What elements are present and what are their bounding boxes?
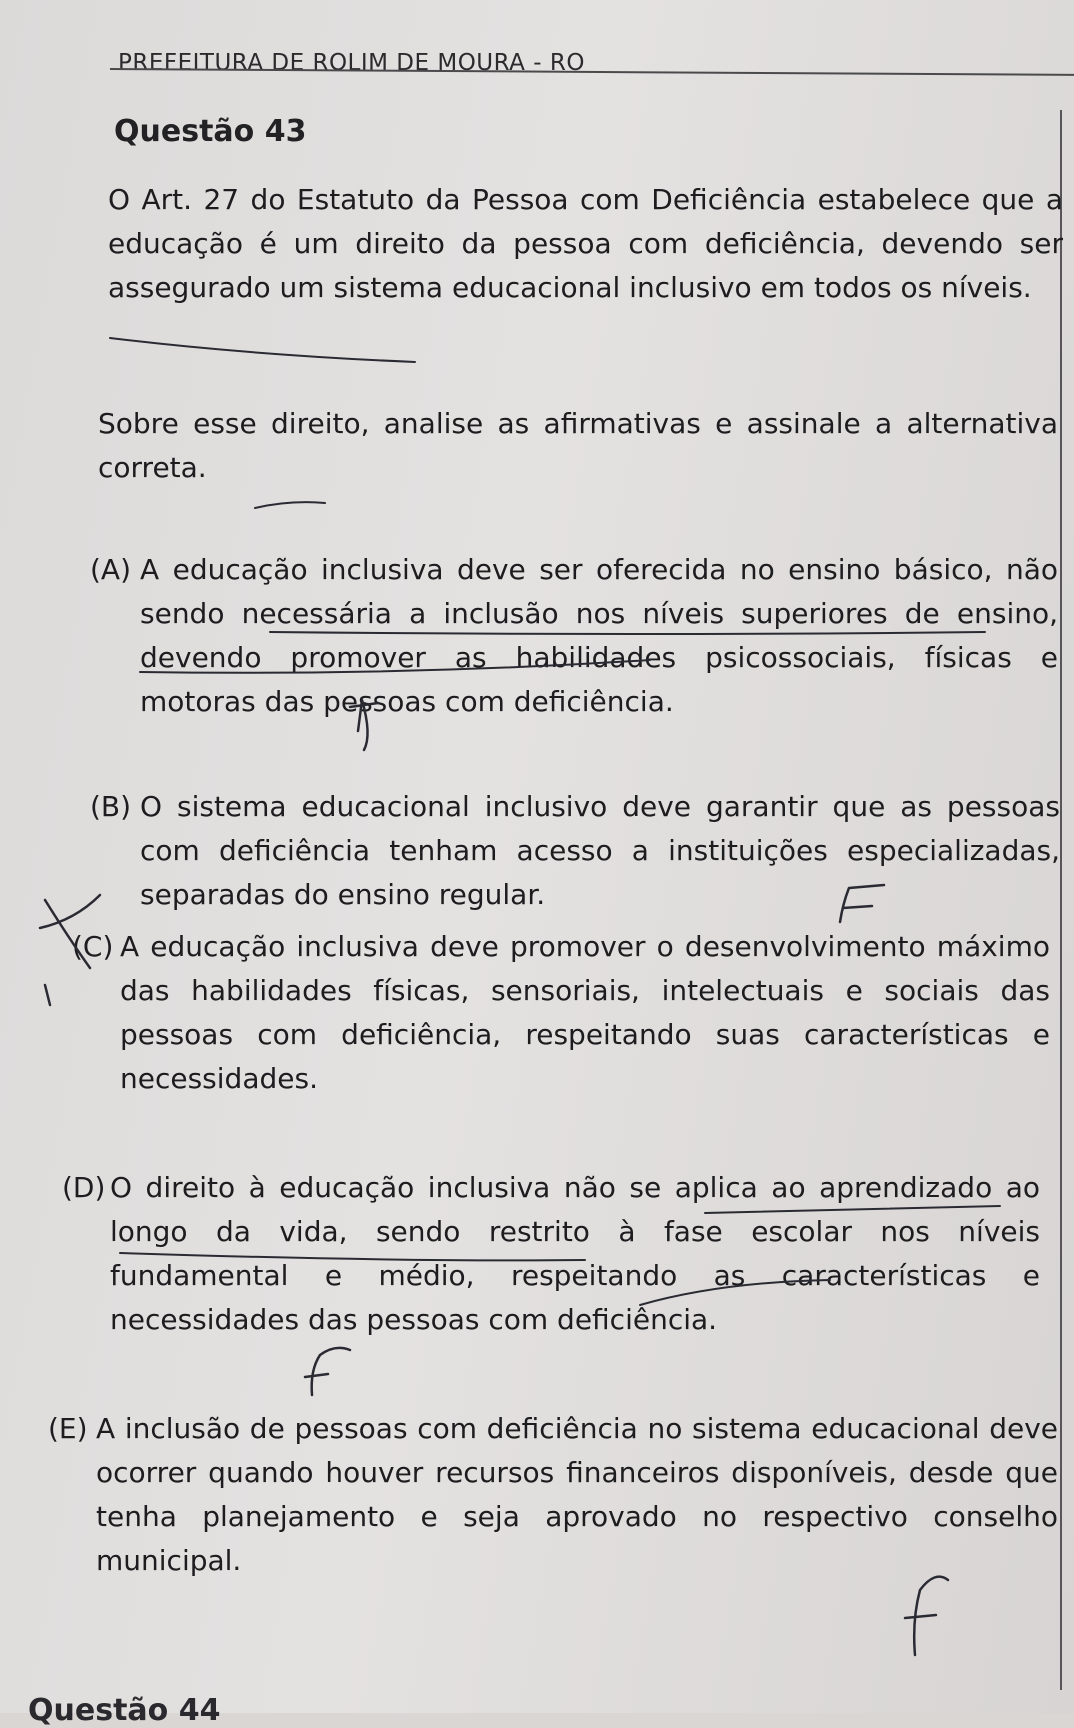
option-d bbox=[62, 1166, 1040, 1342]
next-question-title: Questão 44 bbox=[28, 1693, 221, 1728]
option-c-letter: (C) bbox=[72, 930, 114, 963]
option-a-text: A educação inclusiva deve ser oferecida no ensino básico, não sendo necessária a inclusão nos níveis superiores de ensino, devendo promover as habilidades psicossociais, físicas e motoras das pessoas com deficiência. bbox=[140, 553, 1058, 718]
option-e-text: A inclusão de pessoas com deficiência no sistema educacional deve ocorrer quando houver recursos financeiros disponíveis, desde que tenha planejamento e seja aprovado no respectivo conselho municipal. bbox=[96, 1412, 1058, 1577]
option-e-letter: (E) bbox=[48, 1412, 88, 1445]
option-d-letter: (D) bbox=[62, 1171, 106, 1204]
option-d-text: O direito à educação inclusiva não se aplica ao aprendizado ao longo da vida, sendo restrito à fase escolar nos níveis fundamental e médio, respeitando as características e necessidades das pessoas com deficiência. bbox=[110, 1171, 1040, 1336]
question-intro: O Art. 27 do Estatuto da Pessoa com Deficiência estabelece que a educação é um direito da pessoa com deficiência, devendo ser assegurado um sistema educacional inclusivo em todos os níveis. bbox=[108, 183, 1063, 304]
option-e bbox=[48, 1407, 1058, 1583]
option-b-letter: (B) bbox=[90, 790, 132, 823]
exam-header: PREFEITURA DE ROLIM DE MOURA - RO bbox=[118, 50, 585, 76]
option-c-text: A educação inclusiva deve promover o desenvolvimento máximo das habilidades físicas, sensoriais, intelectuais e sociais das pessoas com deficiência, respeitando suas características e necessidades. bbox=[120, 930, 1050, 1095]
option-b bbox=[90, 785, 1060, 917]
underline-instruction bbox=[255, 502, 325, 508]
mark-f-option-e bbox=[905, 1577, 948, 1655]
question-title: Questão 43 bbox=[114, 114, 307, 149]
question-instruction: Sobre esse direito, analise as afirmativas e assinale a alternativa correta. bbox=[98, 407, 1058, 484]
underline-intro bbox=[110, 338, 415, 362]
right-margin-line bbox=[1060, 110, 1062, 1690]
mark-f-option-d bbox=[305, 1348, 350, 1395]
option-c bbox=[72, 925, 1050, 1101]
option-a-letter: (A) bbox=[90, 553, 132, 586]
option-b-text: O sistema educacional inclusivo deve garantir que as pessoas com deficiência tenham acesso a instituições especializadas, separadas do ensino regular. bbox=[140, 790, 1060, 911]
option-a bbox=[90, 548, 1058, 724]
